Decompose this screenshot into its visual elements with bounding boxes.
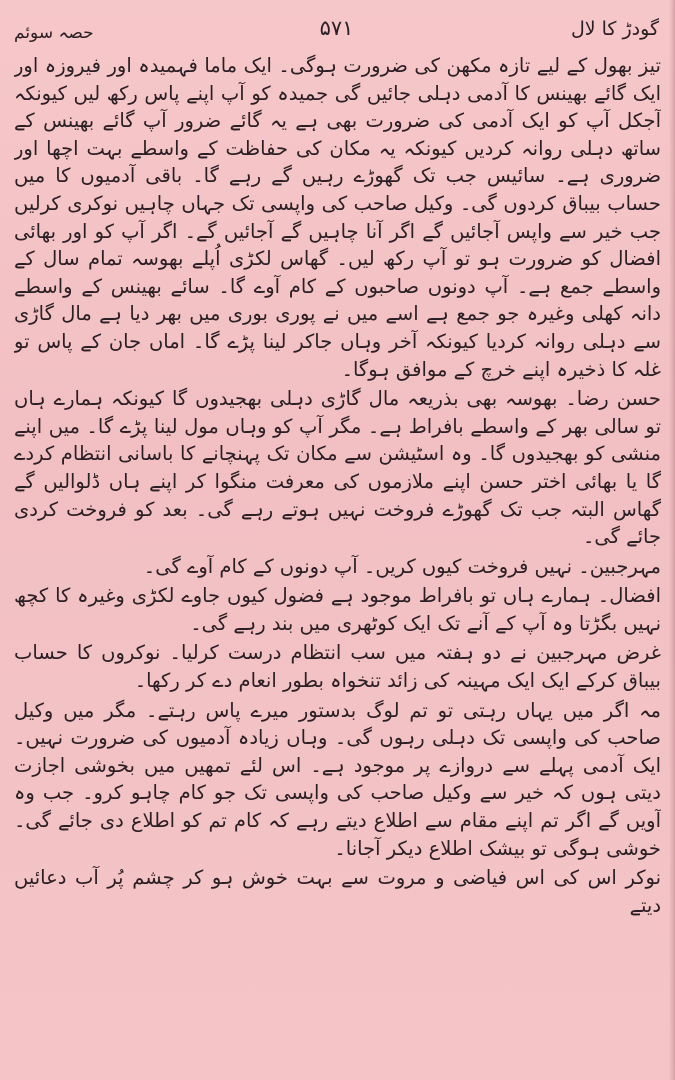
paragraph: مہرجبین۔ نہیں فروخت کیوں کریں۔ آپ دونوں کے کام آوے گی۔ xyxy=(143,554,661,578)
page-edge-shadow xyxy=(669,0,675,1080)
paragraph: مہ اگر میں یہاں رہتی تو تم لوگ بدستور میرے پاس رہتے۔ مگر میں وکیل صاحب کی واپسی تک دہلی رہوں گی۔ وہاں زیادہ آدمیوں کی ضرورت نہیں۔ ایک آدمی پہلے سے دروازے پر موجود ہے۔ اس لئے تمھیں میں بخوشی اجازت دیتی ہوں کہ خیر سے وکیل صاحب کی واپسی تک جو کام چاہو کرو۔ جب وہ آویں گے اگر تم اپنے مقام سے اطلاع دیتے رہے کہ کام تم کو اطلاع دی جائے گی۔ خوشی ہوگی تو بیشک اطلاع دیکر آجانا۔ xyxy=(14,698,661,860)
paragraph: غرض مہرجبین نے دو ہفتہ میں سب انتظام درست کرلیا۔ نوکروں کا حساب بیباق کرکے ایک ایک مہینہ کی زائد تنخواہ بطور انعام دے کر رکھا۔ xyxy=(14,641,661,693)
section-label: حصہ سوئم xyxy=(14,23,94,43)
page-header xyxy=(14,12,659,52)
paragraph: تیز بھول کے لیے تازہ مکھن کی ضرورت ہوگی۔ ایک ماما فہمیدہ اور فیروزہ اور ایک گائے بھینس کا آدمی دہلی جائیں گی جمیدہ کو آپ اپنے پاس رکھ لیں کیونکہ آجکل آپ کو ایک آدمی کی ضرورت بھی ہے یہ گائے ضرور آپ گائے بھینس کے ساتھ دہلی روانہ کردیں کیونکہ یہ مکان کی حفاظت کے واسطے بہت اچھا اور ضروری ہے۔ سائیس جب تک گھوڑے رہیں گے رہے گا۔ باقی آدمیوں کا میں حساب بیباق کردوں گی۔ وکیل صاحب کی واپسی تک جہاں چاہیں نوکری کرلیں جب خیر سے واپس آجائیں گے اگر آنا چاہیں گے آجائیں گے۔ اگر آپ کو اور بھائی افضال کو ضرورت ہو تو آپ رکھ لیں۔ گھاس لکڑی اُپلے بھوسہ تمام سال کے واسطے جمع ہے۔ آپ دونوں صاحبوں کے کام آوے گا۔ سائے بھینس کے واسطے دانہ کھلی وغیرہ جو جمع ہے اسے میں نے پوری بوری میں بھر دیا ہے مال گاڑی سے دہلی روانہ کردیا کیونکہ آخر وہاں جاکر لینا پڑے گا۔ اماں جان کے پاس تو غلہ کا ذخیرہ اپنے خرچ کے موافق ہوگا۔ xyxy=(14,54,661,381)
paragraph: افضال۔ ہمارے ہاں تو بافراط موجود ہے فضول کیوں جاوے لکڑی وغیرہ کا کچھ نہیں بگڑتا وہ آپ کے آنے تک ایک کوٹھری میں بند رہے گی۔ xyxy=(14,584,661,635)
page-body xyxy=(14,52,661,1060)
page-number: ۵۷۱ xyxy=(319,16,354,40)
paragraph: حسن رضا۔ بھوسہ بھی بذریعہ مال گاڑی دہلی بھجیدوں گا کیونکہ ہمارے ہاں تو سالی بھر کے واسطے بافراط ہے۔ مگر آپ کو وہاں مول لینا پڑے گا۔ میں اپنے منشی کو بھجیدوں گا۔ وہ اسٹیشن سے مکان تک پہنچانے کا باسانی انتظام کردے گا یا بھائی اختر حسن اپنے ملازموں کی معرفت منگوا کر اپنے ہاں ڈلوالیں گے گھاس البتہ جب تک گھوڑے فروخت نہیں ہوتے رہے گی۔ بعد کو فروخت کردی جائے گی۔ xyxy=(14,387,661,549)
book-title: گودڑ کا لال xyxy=(570,18,659,40)
paragraph: نوکر اس کی اس فیاضی و مروت سے بہت خوش ہو کر چشم پُر آب دعائیں دیتے xyxy=(14,866,661,917)
